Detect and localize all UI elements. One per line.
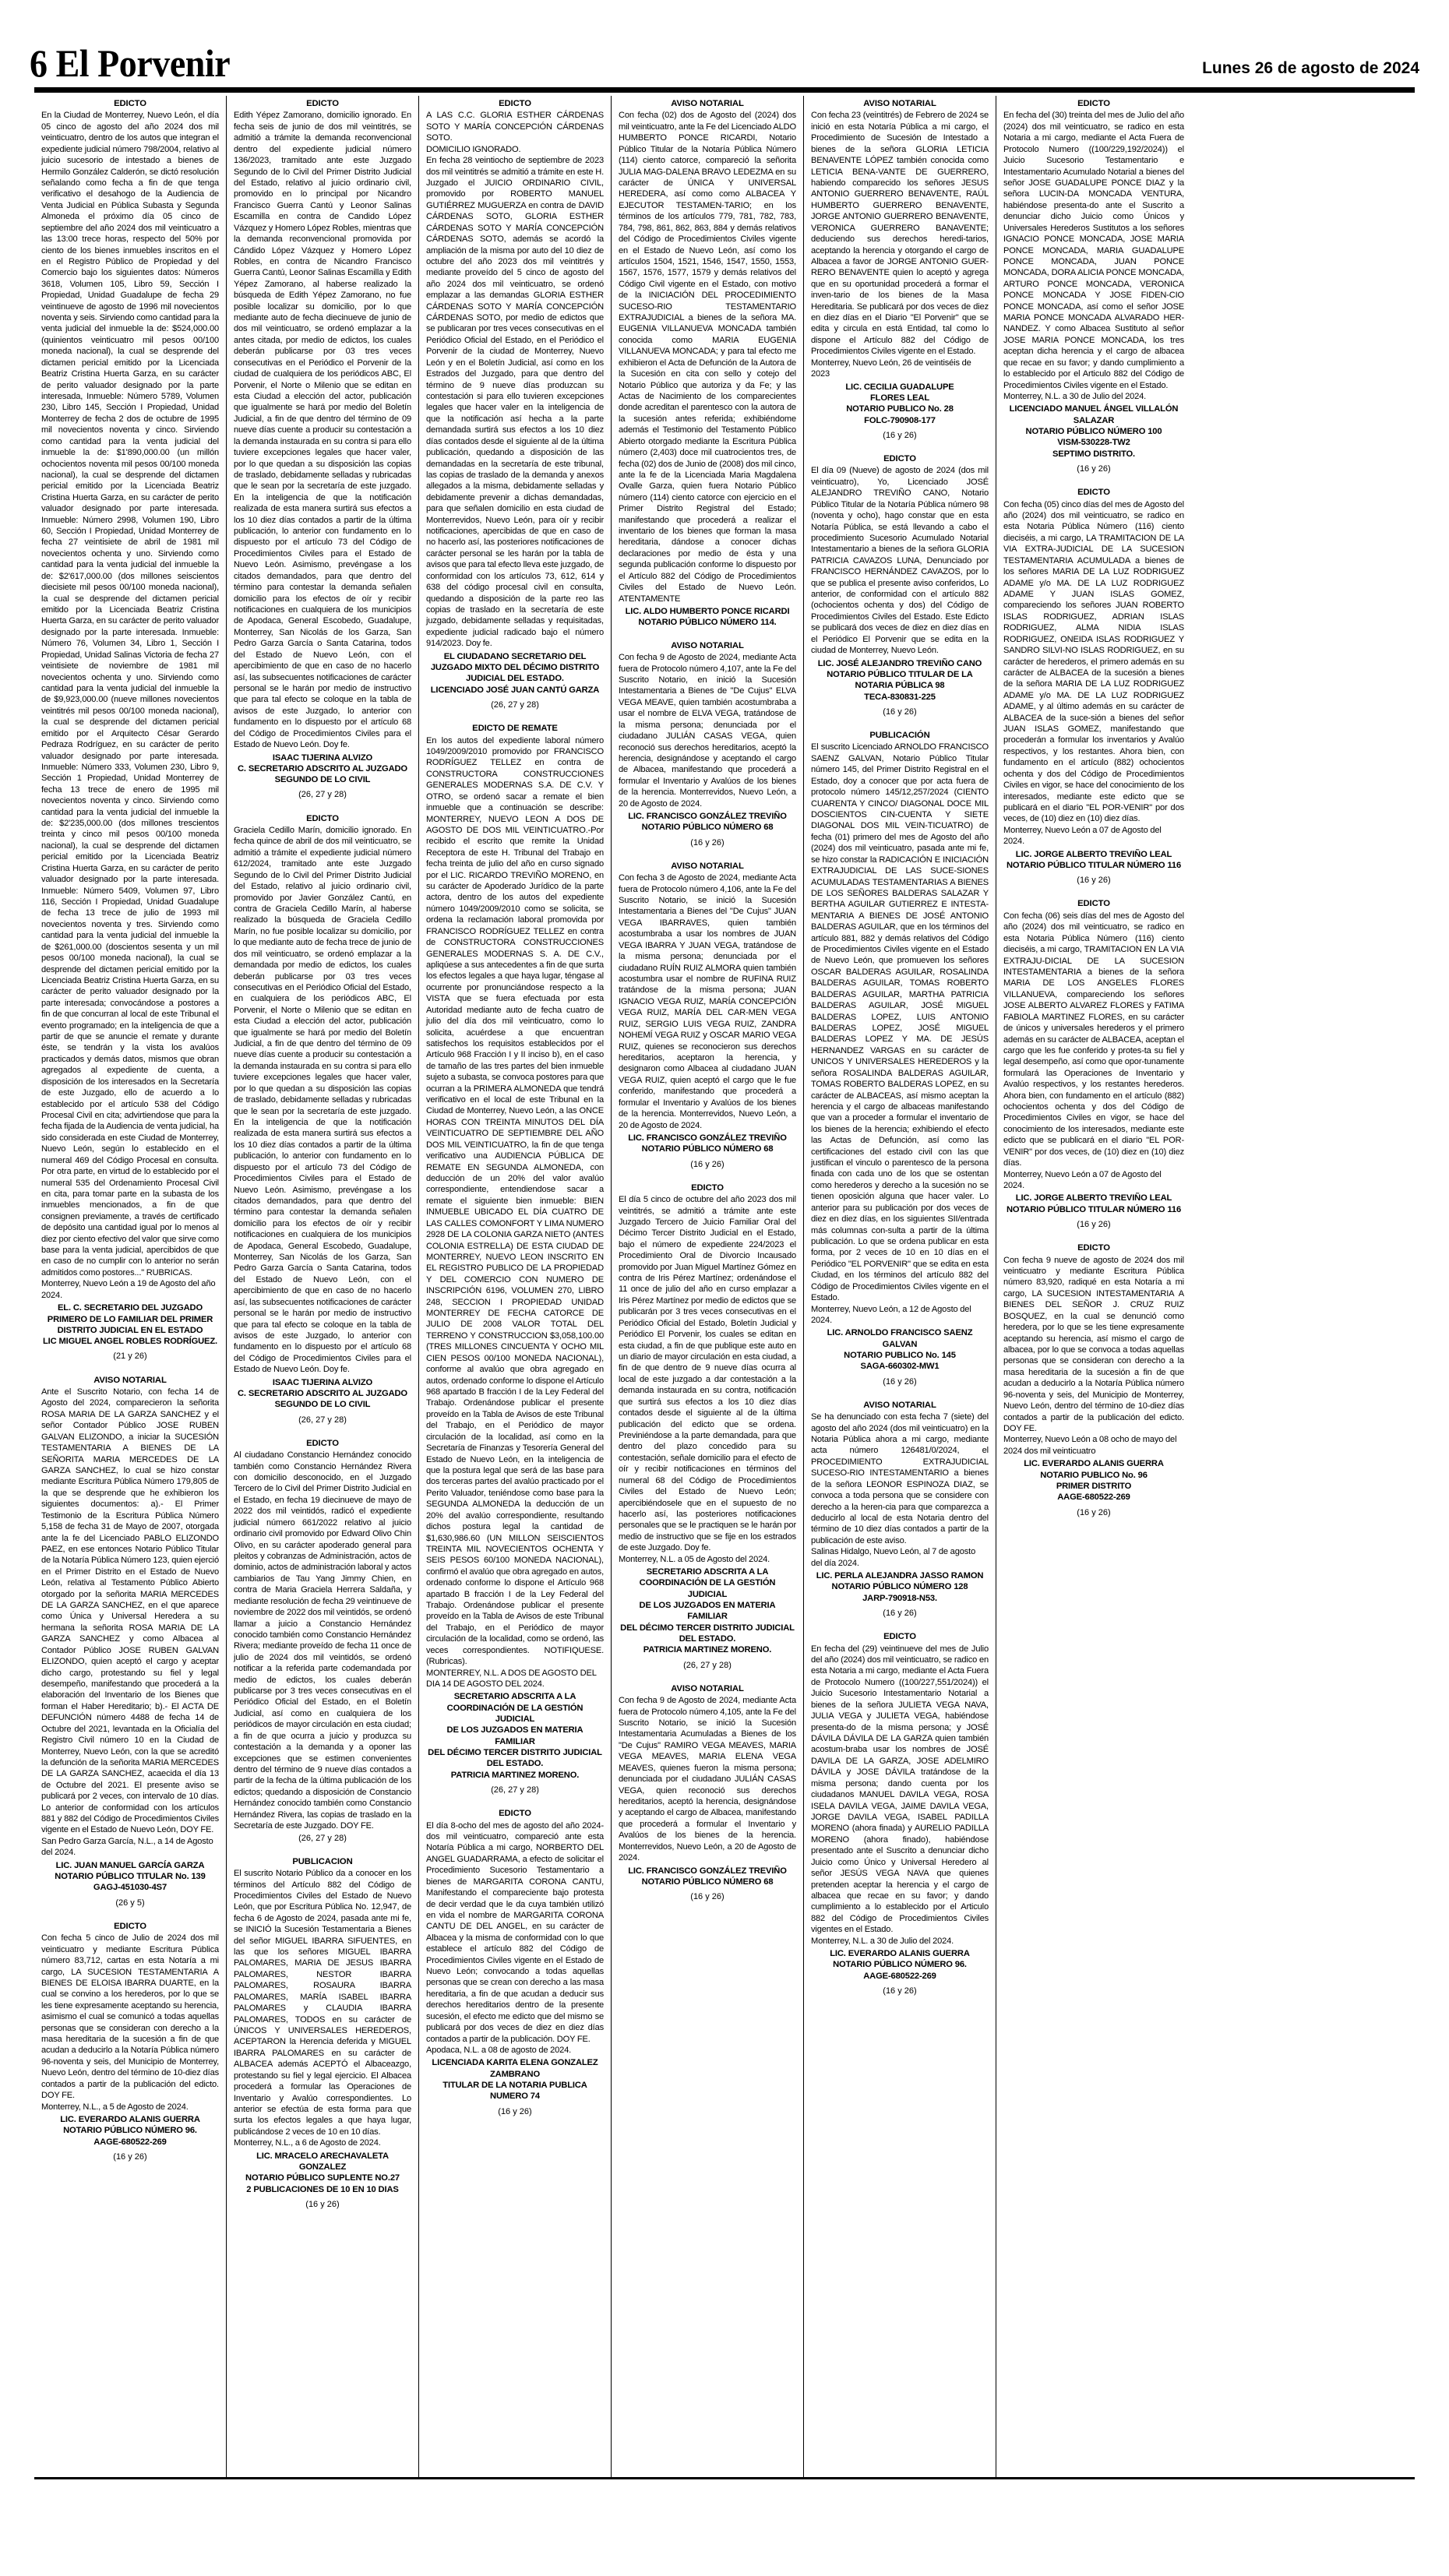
notice-block	[811, 730, 989, 1387]
signature-line: LIC. ALDO HUMBERTO PONCE RICARDI	[625, 607, 790, 617]
signature-line: JUZGADO MIXTO DEL DÉCIMO DISTRITO	[430, 663, 600, 673]
signature-line: NOTARIO PÚBLICO NÚMERO 68	[641, 1876, 774, 1887]
notice-signature-block	[619, 1133, 796, 1155]
notice-separator	[619, 633, 796, 638]
signature-line: C. SECRETARIO ADSCRITO AL JUZGADO	[238, 763, 407, 774]
signature-line: NOTARIA PÚBLICA 98	[855, 681, 945, 691]
signature-line: JUDICIAL DEL ESTADO.	[466, 674, 564, 684]
notice-signature-block	[426, 1691, 604, 1781]
notice-heading: EDICTO DE REMATE	[472, 724, 558, 734]
signature-line: NOTARIO PÚBLICO TITULAR NÚMERO 116	[1006, 861, 1182, 870]
notice-body: En la Ciudad de Monterrey, Nuevo León, el día 05 cinco de agosto del año 2024 dos mil veinticuatro, dentro de los autos que integran el expediente judicial número 798/2004, relativo al juicio sucesorio de intestado a bienes de Hermilo González Calderón, se dictó resolución señalando como fecha a fin de que tenga verificativo el desahogo de la Audiencia de Venta Judicial en Pública Subasta y Segunda Almoneda el próximo día 05 cinco de septiembre del año 2024 dos mil veinticuatro a las 13:00 trece horas, respecto del 50% por ciento de los bienes inmuebles inscritos en el en el Registro Público de Propiedad y del Comercio bajo los siguientes datos: Números 3618, Volumen 105, Libro 59, Sección I Propiedad, Unidad Guadalupe de fecha 29 veintinueve de agosto de 1996 mil novecientos noventa y seis. Sirviendo como cantidad para la venta judicial del inmueble la de: $524,000.00 (quinientos veinticuatro mil pesos 00/100 moneda nacional), la cual se desprende del dictamen pericial emitido por la Licenciada Beatriz Cristina Huerta Garza, en su carácter de perito valuador designado por la parte interesada, Inmueble: Número 5789, Volumen 230, Libro 145, Sección I Propiedad, Unidad Monterrey de fecha 2 dos de octubre de 1995 mil novecientos noventa y cinco. Sirviendo como cantidad para la venta judicial del inmueble la de: $1'890,000.00 (un millón ochocientos noventa mil pesos 00/100 moneda nacional), la cual se desprende del dictamen pericial emitido por la Licenciada Beatriz Cristina Huerta Garza, en su carácter de perito valuador designado por parte interesada. Inmueble: Número 2998, Volumen 190, Libro 60, Sección I Propiedad, Unidad Monterrey de fecha 27 veintisiete de abril de 1981 mil novecientos ochenta y uno. Sirviendo como cantidad para la venta judicial del inmueble la de: $2'617,000.00 (dos millones seiscientos diecisiete mil pesos 00/100 moneda nacional), la cual se desprende del dictamen pericial emitido por la Licenciada Beatriz Cristina Huerta Garza, en su carácter de perito valuador designado por la parte interesada. Inmueble: Número 76, Volumen 34, Libro 1, Sección I Propiedad, Unidad Salinas Victoria de fecha 27 veintisiete de noviembre de 1981 mil novecientos ochenta y uno. Sirviendo como cantidad para la venta judicial del inmueble la de $9,923,000.00 (nueve millones novecientos veintitrés mil pesos 00/100 moneda nacional), la cual se desprende del dictamen pericial emitido por el Arquitecto César Gerardo Pedraza Rodríguez, en su carácter de perito valuador designado por parte interesada. Inmueble: Número 333, Volumen 230, Libro 9, Sección 1 Propiedad, Unidad Monterrey de fecha 13 trece de enero de 1995 mil novecientos noventa y cinco. Sirviendo como cantidad para la venta judicial del inmueble la de: $2'235,000.00 (dos millones trescientos treinta y cinco mil pesos 00/100 moneda nacional), la cual se desprende del dictamen pericial emitido por la Licenciada Beatriz Cristina Huerta Garza, en su carácter de perito valuador designado por la parte interesada. Inmueble: Número 5409, Volumen 97, Libro 116, Sección I Propiedad, Unidad Guadalupe de fecha 13 trece de julio de 1993 mil novecientos noventa y tres. Sirviendo como cantidad para la venta judicial del inmueble la de $261,000.00 (doscientos sesenta y un mil pesos 00/100 moneda nacional), la cual se desprende del dictamen pericial emitido por la Licenciada Beatriz Cristina Huerta Garza, en su carácter de perito valuador designado por la parte interesada; convocándose a postores a fin de que concurran al local de este Tribunal el evento programado; en la inteligencia de que a partir de que se anuncie el remate y durante éste, se tendrán y la vista los avalúos practicados y demás datos, mismos que obran agregados al expediente de cuenta, a disposición de los interesados en la Secretaría de este Juzgado, ello de acuerdo a lo establecido por el artículo 538 del Código Procesal Civil en cita; advirtiendose que para la fecha fijada de la Audiencia de venta judicial, ha sido considerada en este Ciudad de Monterrey, Nuevo León, según lo establecido en el numeral 469 del Código Procesal en consulta. Por otra parte, en virtud de lo establecido por el numeral 535 del Ordenamiento Procesal Civil en cita, para tomar parte en la subasta de los inmuebles mencionados, a fin de que consignen previamente, a través de certificado de depósito una cantidad igual por lo menos al diez por ciento efectivo del valor que sirve como base para la venta judicial, apercibidos de que en caso de no cumplir con lo anterior no serán admitidos como postores..." RUBRICAS.	[41, 111, 219, 1277]
signature-line: GAGJ-451030-4S7	[93, 1883, 167, 1893]
publication-dates: (16 y 26)	[690, 1159, 724, 1169]
signature-line: NOTARIO PÚBLICO TITULAR NÚMERO 116	[1006, 1204, 1182, 1214]
notice-body: El suscrito Notario Público da a conocer en los términos del Artículo 882 del Código de Procedimientos Civiles del Estado de Nuevo León, que por Escritura Pública No. 12,947, de fecha 6 de Agosto de 2024, pasada ante mi fe, se INICIÓ la Sucesión Testamentaria a Bienes del señor MIGUEL IBARRA SIFUENTES, en las que los señores MIGUEL IBARRA PALOMARES, MARIA DE JESUS IBARRA PALOMARES, NESTOR IBARRA PALOMARES, ROSAURA IBARRA PALOMARES, MARÍA ISABEL IBARRA PALOMARES y CLAUDIA IBARRA PALOMARES, TODOS en su carácter de ÚNICOS Y UNIVERSALES HEREDEROS, ACEPTARON la Herencia deferida y MIGUEL IBARRA PALOMARES en su carácter de ALBACEA además ACEPTÓ el Albaceazgo, protestando su fiel y legal ejercicio. El Albacea procederá a formular las Operaciones de Inventario y Avalúo correspondientes. Lo anterior se efectúa de esta forma para que surta los efectos legales a que haya lugar, publicándose 2 veces de 10 en 10 días.	[234, 1869, 411, 2137]
notice-heading: AVISO NOTARIAL	[671, 861, 744, 871]
notice-closing-line: Monterrey, N.L. a 05 de Agosto del 2024.	[619, 1554, 770, 1564]
publication-dates: (21 y 26)	[113, 1351, 147, 1362]
signature-line: NOTARIO PÚBLICO NÚMERO 128	[831, 1582, 968, 1592]
signature-line: DISTRITO JUDICIAL EN EL ESTADO	[57, 1325, 203, 1335]
signature-line: LIC. FRANCISCO GONZÁLEZ TREVIÑO	[628, 1133, 787, 1143]
signature-line: NOTARIO PÚBLICO SUPLENTE NO.27	[245, 2173, 400, 2183]
publication-dates: (16 y 26)	[690, 1892, 724, 1902]
notice-heading: EDICTO	[691, 1182, 724, 1193]
notice-block	[811, 1400, 989, 1619]
publication-dates: (16 y 26)	[883, 430, 917, 440]
notice-signature-block	[234, 1377, 411, 1411]
notice-body: El suscrito Licenciado ARNOLDO FRANCISCO SAENZ GALVAN, Notario Público Titular número 145, del Primer Distrito Registral en el Estado, doy a conocer que por acta fuera de protocolo número 145/12,257/2024 (CIENTO CUARENTA Y CINCO/ DIAGONAL DOCE MIL DOSCIENTOS CIN-CUENTA Y SIETE DIAGONAL DOS MIL VEIN-TICUATRO) de fecha (01) primero del mes de Agosto del año (2024) dos mil veinticuatro, pasada ante mi fe, se hizo constar la RADICACIÓN E INICIACIÓN EXTRAJUDICIAL DE LAS SUCE-SIONES ACUMULADAS TESTAMENTARIAS A BIENES DE LOS SEÑORES BALDERAS SALAZAR Y BERTHA AGUILAR GUTIERREZ E INTESTA-MENTARIA A BIENES DE JOSÉ ANTONIO BALDERAS AGUILAR, que en los términos del artículo 881, 882 y demás relativos del Código de Procedimientos Civiles vigente en el Estado de Nuevo León, que promueven los señores OSCAR BALDERAS AGUILAR, ROSALINDA BALDERAS AGUILAR, TOMAS ROBERTO BALDERAS AGUILAR, MARTHA PATRICIA BALDERAS AGUILAR, JOSÉ MIGUEL BALDERAS LOPEZ, LUIS ANTONIO BALDERAS LOPEZ, JOSÉ MIGUEL BALDERAS LOPEZ Y MA. DE JESÚS HERNANDEZ VARGAS en su carácter de UNICOS Y UNIVERSALES HEREDEROS y la señora ROSALINDA BALDERAS AGUILAR, TOMAS ROBERTO BALDERAS LOPEZ, en su carácter de ALBACEAS, así mismo aceptan la herencia y el cargo de albaceas manifestando que van a proceder a formular el inventario de los bienes de la herencia; exhibiendo el efecto las Actas de Defunción, así como las certificaciones del estado civil con las que justifican el vinculo o parentesco de la persona finada con cada uno de los que se ostentan como herederos y derecho a la sucesión no se tienen oposición alguna que hacer valer. Lo anterior para su publicación por dos veces de diez en diez días, en los siguientes SII/entrada más columnas con-sulta a partir de la última publicación. Lo que se ordena publicar en esta forma, por 2 veces de 10 en 10 días en el Periódico "EL PORVENIR" que se edita en esta Ciudad, en los términos del artículo 882 del Código de Procedimientos Civiles vigente en el Estado.	[811, 742, 989, 1303]
notice-separator	[619, 1175, 796, 1180]
notice-block	[234, 1856, 411, 2210]
notice-heading: EDICTO	[499, 1809, 531, 1819]
notice-heading: AVISO NOTARIAL	[863, 1400, 936, 1410]
notice-body: Con fecha 5 cinco de Julio de 2024 dos mil veinticuatro y mediante Escritura Pública número 83,712, cartas en esta Notaría a mi cargo, LA SUCESION TESTAMENTARIA A BIENES DE ELOISA IBARRA DUARTE, en la cual se convino a los herederos, por lo que se les tiene expresamente aceptando su herencia, asimismo el cual se comunicó a todas aquellas personas que se consideran con derecho a la masa hereditaria de la sucesión a fin de que acudan a deducirlo a la Notaría Pública número 96-noventa y seis, del Municipio de Monterrey, Nuevo León, dentro del término de 10-diez días contados a partir de la publicación del edicto. DOY FE.	[41, 1933, 219, 2101]
column-6	[996, 96, 1191, 2477]
notice-separator	[426, 2122, 604, 2127]
notice-body: Graciela Cedillo Marín, domicilio ignorado. En fecha quince de abril de dos mil veinticuatro, se admitió a trámite el expediente judicial número 612/2024, tramitado ante este Juzgado Segundo de lo Civil del Primer Distrito Judicial del Estado, relativo al juicio ordinario civil, promovido por Javier González Cantú, en contra de Graciela Cedillo Marín, al haberse realizado la búsqueda de Graciela Cedillo Marín, no fue posible localizar su domicilio, por lo que mediante auto de fecha trece de junio de dos mil veinticuatro, se ordenó emplazar a la demandada por medio de edictos, los cuales deberán publicarse por 03 tres veces consecutivas en el Periódico Oficial del Estado, en cualquiera de los periódicos ABC, El Porvenir, el Norte o Milenio que se editan en esta Ciudad a elección del actor, publicación que igualmente se hará por medio del Boletín Judicial, a fin de que dentro del término de 09 nueve días cuente a producir su contestación a la demanda instaurada en su contra si para ello tuviere excepciones legales que hacer valer, por lo que quedan a su disposición las copias de traslado, debidamente selladas y rubricadas que le sean por la secretaría de este juzgado. En la inteligencia de que la notificación realizada de esta manera surtirá sus efectos a los 10 diez días contados a partir de la última publicación, lo anterior con fundamento en lo dispuesto por el artículo 73 del Código de Procedimientos Civiles para el Estado de Nuevo León. Asimismo, prevéngase a los citados demandados, para que dentro del término para contestar la demanda señalen domicilio para los efectos de oír y recibir notificaciones en cualquiera de los municipios de Apodaca, General Escobedo, Guadalupe, Monterrey, San Nicolás de los Garza, San Pedro Garza García o Santa Catarina, todos del Estado de Nuevo León, con el apercibimiento de que en caso de no hacerlo así, las subsecuentes notificaciones de carácter personal se le harán por medio de instructivo que para tal efecto se coloque en la tabla de avisos de este Juzgado, lo anterior con fundamento en lo dispuesto por el artículo 68 del Código de Procedimientos Civiles para el Estado de Nuevo León. Doy fe.	[234, 826, 411, 1375]
signature-line: DE LOS JUZGADOS EN MATERIA FAMILIAR	[446, 1725, 583, 1746]
notice-body: En los autos del expediente laboral número 1049/2009/2010 promovido por FRANCISCO RODRÍGUEZ TELLEZ en contra de CONSTRUCTORA CONSTRUCCIONES GENERALES MODERNAS S.A. DE C.V. Y OTRO, se ordenó sacar a remate el bien inmueble que a continuación se describe: MONTERREY, NUEVO LEON A DOS DE AGOSTO DE DOS MIL VEINTICUATRO.-Por recibido el escrito que remite la Unidad Receptora de este H. Tribunal del Trabajo en fecha treinta de julio del año en curso signado por el LIC. RICARDO TREVIÑO MORENO, en su carácter de Apoderado Jurídico de la parte actora, dentro de los autos del expediente número 1049/2009/2010 como se solicita, se ordena la reclamación laboral promovida por FRANCISCO RODRÍGUEZ TELLEZ en contra de CONSTRUCTORA CONSTRUCCIONES GENERALES MODERNAS S. A. DE C.V., apliqúese a sus antecedentes a fin de que surta los efectos legales a que haya lugar, téngase al ocurrente por pronunciándose respecto a la VISTA que se fuera efectuada por esta Autoridad mediante auto de fecha cuatro de julio del día dos mil veinticuatro, como lo solicita, acuérdese a que encuentran satisfechos los requisitos establecidos por el Artículo 968 Fracción I y II inciso b), en el caso de tamaño de las tres partes del bien inmueble sujeto a subasta, se convoca postores para que ocurran a la PRIMERA ALMONEDA que tendrá verificativo en el local de este Tribunal en la Ciudad de Monterrey, Nuevo León, a las ONCE HORAS CON TREINTA MINUTOS DEL DÍA VEINTICUATRO DE SEPTIEMBRE DEL AÑO DOS MIL VEINTICUATRO, la fin de que tenga verificativo una AUDIENCIA PÚBLICA DE REMATE EN SEGUNDA ALMONEDA, con deducción de un 20% del valor avalúo correspondiente, entendiendose sacar a remate el siguiente bien inmueble: BIEN INMUEBLE UBICADO EL DÍA CUATRO DE LAS CALLES COMONFORT Y LIMA NUMERO 2928 DE LA COLONIA GARZA NIETO (ANTES COLONIA ESTRELLA) DE ESTA CIUDAD DE MONTERREY, NUEVO LEON INSCRITO EN EL REGISTRO PUBLICO DE LA PROPIEDAD Y DEL COMERCIO CON NUMERO DE INSCRIPCIÓN 6196, VOLUMEN 270, LIBRO 248, SECCION I PROPIEDAD UNIDAD MONTERREY DE FECHA CATORCE DE JULIO DE 2008 VALOR TOTAL DEL TERRENO Y CONSTRUCCION $3,058,100.00 (TRES MILLONES CINCUENTA Y OCHO MIL CIEN PESOS 00/100 MONEDA NACIONAL), conforme al avalúo que obra agregado en autos, ordenado conforme lo dispone el Artículo 968 apartado B fracción I de la Ley Federal del Trabajo. Ordenándose publicar el presente proveído en la Tabla de Avisos de este Tribunal del Trabajo, en el Periódico de mayor circulación de la localidad, así como en la Secretaría de Finanzas y Tesorería General del Estado de Nuevo León, en la inteligencia de que la postura legal que será de las base para dos terceras partes del avalúo practicado por el Perito Valuador, teniéndose como base para la SEGUNDA ALMONEDA la deducción de un 20% del avalúo correspondiente, resultando dichos postura legal la cantidad de $1,630,986.60 (UN MILLON SEISCIENTOS TREINTA MIL NOVECIENTOS OCHENTA Y SEIS PESOS 60/100 MONEDA NACIONAL), confirmó el avalúo que obra agregado en autos, ordenado conforme lo dispone el Artículo 968 apartado B fracción I de la Ley Federal del Trabajo. Ordenándose publicar el presente proveído en la Tabla de Avisos de este Tribunal del Trabajo, en el Periódico de mayor circulación de la localidad, como se ordenó, las veces correspondientes. NOTIFIQUESE. (Rubricas).	[426, 735, 604, 1667]
publication-dates: (16 y 26)	[883, 1986, 917, 1996]
signature-line: DEL ESTADO.	[679, 1634, 736, 1644]
notice-body: Con fecha 9 de Agosto de 2024, mediante Acta fuera de Protocolo número 4,105, ante la Fe del Suscrito Notario, se inició la Sucesión Intestamentaria Acumuladas a Bienes de los "De Cujus" RAMIRO VEGA MEAVES, MARIA VEGA MEAVES, MARIA ELENA VEGA MEAVES, quienes fueron la misma persona; denunciada por el ciudadano JULIÁN CASAS VEGA, quien reconoció sus derechos hereditarios, aceptó la herencia, designándose y aceptando el cargo de Albacea, manifestando que procederá a formular el Inventario y Avalúos de los bienes de la herencia. Monterrevidos, Nuevo León, a 20 de Agosto de 2024.	[619, 1696, 796, 1863]
signature-line: NOTARIO PUBLICO No. 145	[844, 1351, 956, 1361]
signature-line: NOTARIO PÚBLICO TITULAR No. 139	[55, 1872, 206, 1882]
notice-body: Se ha denunciado con esta fecha 7 (siete) del agosto del año 2024 (dos mil veinticuatro) en la Notaria Pública ahora a mi cargo, mediante acta número 126481/0/2024, el PROCEDIMIENTO EXTRAJUDICIAL SUCESO-RIO INTESTAMENTARIO a bienes de la señora LEONOR ESPINOZA DIAZ, se convoca a toda persona que se considere con derecho a la heren-cia para que comparezca a deducirlo al local de esta Notaria dentro del término de 10 diez días contados a partir de la publicación de este aviso.	[811, 1412, 989, 1545]
notice-heading: EDICTO	[114, 1921, 146, 1931]
publication-dates: (16 y 26)	[883, 1376, 917, 1387]
signature-line: SECRETARIO ADSCRITA A LA	[646, 1567, 769, 1577]
publication-dates: (16 y 26)	[1077, 1507, 1111, 1517]
column-1	[34, 96, 227, 2477]
signature-line: LIC. EVERARDO ALANIS GUERRA	[1024, 1459, 1164, 1469]
signature-line: LIC. JOSÉ ALEJANDRO TREVIÑO CANO	[817, 658, 982, 668]
notice-separator	[234, 805, 411, 811]
notice-heading: AVISO NOTARIAL	[93, 1375, 167, 1385]
notice-signature-block	[1003, 1193, 1184, 1215]
column-5	[804, 96, 996, 2477]
publication-dates: (26, 27 y 28)	[491, 700, 539, 710]
notice-signature-block	[1003, 849, 1184, 872]
notice-closing-line: Monterrey, N.L., a 5 de Agosto de 2024.	[41, 2102, 189, 2112]
publication-dates: (16 y 26)	[113, 2151, 147, 2162]
notice-body: En fecha del (30) treinta del mes de Julio del año (2024) dos mil veinticuatro, se radico en esta Notaria a mi cargo, mediante el Acta Fuera de Protocolo Numero ((100/229,192/2024)) el Juicio Sucesorio Testamentario e Intestamentario Acumulado Notarial a bienes del señor JOSE GUADALUPE PONCE DIAZ y la señora LUCIN-DA MONCADA VENTURA, habiéndose presenta-do ante el Suscrito a denunciar dicho Juicio como Únicos y Universales Herederos Sustitutos a los señores IGNACIO PONCE MONCADA, JOSE MARIA PONCE MONCADA, MARIA GUADALUPE PONCE MONCADA, JUAN PONCE MONCADA, DORA ALICIA PONCE MONCADA, ARTURO PONCE MONCADA, VERONICA PONCE MONCADA Y JOSE FIDEN-CIO PONCE MONCADA, así como el señor JOSE MARIA PONCE MONCADA ALVARADO HER-NANDEZ. Y como Albacea Sustituto al señor JOSE MARIA PONCE MONCADA, los tres aceptan dicha herencia y el cargo de albacea que recae en su favor; y dando cumplimiento a lo establecido por el Articulo 882 del Código de Procedimientos Civiles vigente en el Estado.	[1003, 111, 1184, 390]
notice-heading: PUBLICACION	[292, 1856, 353, 1866]
notice-heading: EDICTO	[883, 453, 916, 463]
signature-line: FLORES LEAL	[869, 393, 930, 403]
signature-line: NOTARIO PÚBLICO NÚMERO 114.	[638, 618, 777, 628]
notice-separator	[811, 1623, 989, 1629]
signature-line: PATRICIA MARTINEZ MORENO.	[450, 1770, 580, 1780]
signature-line: ISAAC TIJERINA ALVIZO	[272, 1377, 373, 1387]
notice-signature-block	[619, 1566, 796, 1656]
notice-heading: AVISO NOTARIAL	[671, 640, 744, 650]
notice-signature-block	[811, 1327, 989, 1372]
signature-line: LIC. MRACELO ARECHAVALETA GONZALEZ	[256, 2151, 389, 2172]
notice-body: Con fecha (02) dos de Agosto del (2024) dos mil veinticuatro, ante la Fe del Licenciado ALDO HUMBERTO PONCE RICARDI, Notario Público Titular de la Notaría Pública Número (114) ciento catorce, compareció la señorita JULIA MAG-DALENA BRAVO LEDEZMA en su carácter de ÚNICA Y UNIVERSAL HEREDERA, así como como ALBACEA Y EJECUTOR TESTAMEN-TARIO; en los términos de los artículos 779, 781, 782, 783, 784, 798, 861, 862, 863, 884 y demás relativos del Código de Procedimientos Civiles vigente en el Estado de Nuevo León, así como los artículos 1504, 1521, 1546, 1547, 1550, 1553, 1567, 1576, 1577, 1579 y demás relativos del Código Civil vigente en el Estado, con motivo de la INICIACIÓN DEL PROCEDIMIENTO SUCESO-RIO TESTAMENTARIO EXTRAJUDICIAL a bienes de la señora MA. EUGENIA VILLANUEVA MONCADA también conocida como MARIA EUGENIA VILLANUEVA MONCADA; y para tal efecto me exhibieron el Acta de Defunción de la Autora de la Sucesión en cita con sello y cotejo del Notario Público que autoriza y da Fe; y las Actas de Nacimiento de los comparecientes donde acreditan el parentesco con la autora de la sucesión antes referida; exhibiéndome además el Testimonio del Testamento Público Abierto otorgado mediante la Escritura Pública número (2,403) doce mil cuatrocientos tres, de fecha (02) dos de Junio de (2008) dos mil cinco, ante la fe de la Licenciada Maria Magdalena Ovalle Garza, quien fuera Notario Público número (114) ciento catorce con ejercicio en el Primer Distrito Registral del Estado; manifestando que procederá a realizar el inventario de los bienes que forman la masa hereditaria, dándose a conocer dichas declaraciones por medio de ésta y una segunda publicación conforme lo dispuesto por el Artículo 882 del Código de Procedimientos Civiles del Estado de Nuevo León. ATENTAMENTE	[619, 111, 796, 604]
notice-block	[234, 1438, 411, 1844]
publication-dates: (26, 27 y 28)	[491, 1785, 539, 1795]
notice-block	[619, 861, 796, 1170]
signature-line: EL. C. SECRETARIO DEL JUZGADO	[57, 1303, 203, 1313]
notice-signature-block	[619, 1866, 796, 1888]
notice-block	[234, 98, 411, 801]
signature-line: LIC. EVERARDO ALANIS GUERRA	[830, 1949, 970, 1959]
notice-body: El día 5 cinco de octubre del año 2023 dos mil veintitrés, se admitió a trámite ante este Juzgado Tercero de Juicio Familiar Oral del Décimo Tercer Distrito Judicial en el Estado, bajo el número de expediente 224/2023 el Procedimiento Oral de Divorcio Incausado promovido por Juan Miguel Martínez Gómez en contra de Iris Pérez Martínez; ordenándose el 11 once de julio del año en curso emplazar a Iris Pérez Martínez por medio de edictos que se publicarán por 3 tres veces consecutivas en el Periódico Oficial del Estado, Boletín Judicial y Periódico El Porvenir, los cuales se editan en esta ciudad, a fin de que publique este auto en un diario de mayor circulación en esta ciudad, a fin de que dentro de 9 nueve días ocurra al local de este juzgado a dar contestación a la demanda instaurada en su contra, notificación que surtirá sus efectos a los 10 diez días contados desde el siguiente al de la última publicación del edicto que se ordena. Previniéndose a la parte demandada, para que dentro del plazo concedido para su contestación, señale domicilio para el efecto de oír y recibir notificaciones en términos del numeral 68 del Código de Procedimientos Civiles del Estado de Nuevo León; apercibiéndosele que en el supuesto de no hacerlo así, las posteriores notificaciones personales que se le practiquen se le harán por medio de instructivo que se fije en los estrados de este Juzgado. Doy fe.	[619, 1195, 796, 1553]
signature-line: LIC. JUAN MANUEL GARCÍA GARZA	[55, 1860, 205, 1870]
signature-line: NOTARIO PÚBLICO NÚMERO 96.	[833, 1960, 967, 1970]
notice-body: Edith Yépez Zamorano, domicilio ignorado. En fecha seis de junio de dos mil veintitrés, se admitió a trámite la demanda reconvencional dentro del expediente judicial número 136/2023, tramitado ante este Juzgado Segundo de lo Civil del Primer Distrito Judicial del Estado, relativo al juicio ordinario civil, promovido en lo principal por Nicandro Francisco Guerra Cantú y Leonor Salinas Escamilla en contra de Candido López Vázquez y Homero López Robles, mientras que la demanda reconvencional promovida por Cándido López Vázquez y Homero López Robles, en contra de Nicandro Francisco Guerra Cantú, Leonor Salinas Escamilla y Edith Yépez Zamorano, al haberse realizado la búsqueda de Edith Yépez Zamorano, no fue posible localizar su domicilio, por lo que mediante auto de fecha diecinueve de junio de dos mil veinticuatro, se ordenó emplazar a la antes citada, por medio de edictos, los cuales deberán publicarse por 03 tres veces consecutivas en el Periódico el Porvenir de la ciudad de cualquiera de los periódicos ABC, El Porvenir, el Norte o Milenio que se editan en esta Ciudad a elección del actor, publicación que igualmente se hará por medio del Boletín Judicial, a fin de que dentro del término de 09 nueve días cuente a producir su contestación a la demanda instaurada en su contra si para ello tuviere excepciones legales que hacer valer, por lo que quedan a su disposición las copias de traslado, debidamente selladas y rubricadas que le sean por la secretaría de este juzgado. En la inteligencia de que la notificación realizada de esta manera surtirá sus efectos a los 10 diez días contados a partir de la última publicación, lo anterior con fundamento en lo dispuesto por el artículo 73 del Código de Procedimientos Civiles para el Estado de Nuevo León. Asimismo, prevéngase a los citados demandados, para que dentro del término para contestar la demanda señalen domicilio para los efectos de oír y recibir notificaciones en cualquiera de los municipios de Apodaca, General Escobedo, Guadalupe, Monterrey, San Nicolás de los Garza, San Pedro Garza García o Santa Catarina, todos del Estado de Nuevo León, con el apercibimiento de que en caso de no hacerlo así, las subsecuentes notificaciones de carácter personal se le harán por medio de instructivo que para tal efecto se coloque en la tabla de avisos de este Juzgado, lo anterior con fundamento en lo dispuesto por el artículo 68 del Código de Procedimientos Civiles para el Estado de Nuevo León. Doy fe.	[234, 111, 411, 750]
notice-signature-block	[1003, 1458, 1184, 1503]
notice-signature-block	[811, 1948, 989, 1982]
column-4	[612, 96, 804, 2477]
notice-heading: EDICTO	[114, 99, 146, 108]
signature-line: LICENCIADA KARITA ELENA GONZALEZ ZAMBRANO	[432, 2058, 598, 2079]
notice-separator	[234, 2215, 411, 2220]
notice-signature-block	[619, 811, 796, 833]
notice-heading: EDICTO	[1077, 99, 1110, 108]
notice-signature-block	[426, 651, 604, 696]
column-2	[227, 96, 419, 2477]
publication-dates: (16 y 26)	[883, 1609, 917, 1619]
column-3	[419, 96, 612, 2477]
signature-line: LIC MIGUEL ANGEL ROBLES RODRÍGUEZ.	[42, 1337, 218, 1347]
notice-signature-block	[234, 752, 411, 786]
signature-line: NOTARIO PÚBLICO NÚMERO 96.	[63, 2126, 197, 2136]
signature-line: SEGUNDO DE LO CIVIL	[274, 775, 371, 785]
notice-signature-block	[41, 1860, 219, 1894]
masthead-rule	[34, 87, 1415, 93]
notice-separator	[1003, 890, 1184, 896]
notice-signature-block	[234, 2151, 411, 2195]
notice-body: Con fecha 3 de Agosto de 2024, mediante Acta fuera de Protocolo número 4,106, ante la Fe del Suscrito Notario, se inició la Sucesión Intestamentaria a Bienes del "De Cujus" JUAN VEGA IBARRAVES, quien también acostumbraba a usar los nombres de JUAN VEGA IBARRA Y JUAN VEGA, tratándose de la misma persona; denunciada por el ciudadano RUÍN RUIZ ALMORA quien también acostumbra usar el nombre de RUFINA RUIZ tratándose de la misma persona; JUAN IGNACIO VEGA RUIZ, MARÍA CONCEPCIÓN VEGA RUIZ, MARÍA DEL CAR-MEN VEGA RUIZ, SERGIO LUIS VEGA RUIZ, ZANDRA NOHEMÍ VEGA RUIZ y OSCAR MARIO VEGA RUIZ, quienes se reconocieron sus derechos hereditarios, aceptaron la herencia, y designaron como Albacea al ciudadano JUAN VEGA RUIZ, quien aceptó el cargo que le fue conferido, manifestando que procederá a formular el Inventario y Avalúos de los bienes de la herencia. Monterrevidos, Nuevo León, a 20 de Agosto de 2024.	[619, 873, 796, 1130]
signature-line: C. SECRETARIO ADSCRITO AL JUZGADO	[238, 1389, 407, 1399]
notice-block	[811, 453, 989, 717]
notice-separator	[619, 1907, 796, 1912]
notice-closing-line: Monterrey, Nuevo León, 26 de veintiséis de 2023	[811, 358, 971, 379]
signature-line: TECA-830831-225	[864, 692, 936, 702]
signature-line: COORDINACIÓN DE LA GESTIÓN JUDICIAL	[446, 1703, 583, 1725]
signature-line: NOTARIO PUBLICO No. 96	[1040, 1470, 1148, 1480]
notice-block	[426, 98, 604, 710]
notice-separator	[41, 1913, 219, 1919]
signature-line: PRIMERO DE LO FAMILIAR DEL PRIMER	[47, 1314, 213, 1324]
notice-block	[1003, 487, 1184, 886]
masthead	[0, 0, 1449, 87]
publication-dates: (16 y 26)	[305, 2199, 340, 2209]
signature-line: NOTARIO PUBLICO No. 28	[846, 404, 954, 414]
publication-dates: (26, 27 y 28)	[298, 1415, 347, 1425]
signature-line: LIC. EVERARDO ALANIS GUERRA	[60, 2115, 200, 2124]
signature-line: AAGE-680522-269	[863, 1971, 936, 1981]
notice-body: Ante el Suscrito Notario, con fecha 14 de Agosto del 2024, comparecieron la señorita ROSA MARIA DE LA GARZA SANCHEZ y el señor Contador Público JOSE RUBEN GALVAN ELIZONDO, a iniciar la SUCESIÓN TESTAMENTARIA A BIENES DE LA SEÑORITA MARIA MERCEDES DE LA GARZA SANCHEZ, lo cual se hizo constar mediante Escritura Pública Número 179,805 de la que se desprende que he exhibieron los siguientes documentos: a).- El Primer Testimonio de la Escritura Pública Número 5,158 de fecha 31 de Mayo de 2007, otorgada ante la fe del Licenciado PABLO ELIZONDO PAEZ, en ese entonces Notario Público Titular de la Notaría Pública Número 123, quien ejerció en el Primer Distrito en el Estado de Nuevo León, relativa al Testamento Público Abierto otorgado por la señorita MARIA MERCEDES DE LA GARZA SANCHEZ, en el que aparece como Única y Universal Heredera a su hermana la señorita ROSA MARIA DE LA GARZA SANCHEZ y como Albacea al Contador Público JOSE RUBEN GALVAN ELIZONDO, quien aceptó el cargo y aceptar dicho cargo, protestando su fiel y legal desempeño, manifestando que procederá a la elaboración del Inventario de los Bienes que forman el Haber Hereditario; b).- El ACTA DE DEFUNCIÓN número 4488 de fecha 14 de Octubre del 2021, levantada en la Oficialía del Registro Civil número 10 en la Ciudad de Monterrey, Nuevo León, con la que se acreditó la defunción de la señorita MARIA MERCEDES DE LA GARZA SANCHEZ, acaecida el día 13 de Octubre del 2021. El presente aviso se publicará por 2 veces, con intervalo de 10 días. Lo anterior de conformidad con los artículos 881 y 882 del Código de Procedimientos Civiles vigente en el Estado de Nuevo León, DOY FE.	[41, 1387, 219, 1835]
notice-body: DOMICILIO IGNORADO.	[426, 144, 521, 154]
notice-signature-block	[811, 1570, 989, 1604]
masthead-date: Lunes 26 de agosto de 2024	[1202, 59, 1419, 77]
notice-separator	[41, 1367, 219, 1373]
signature-line: DEL ESTADO.	[486, 1759, 544, 1769]
notice-separator	[41, 2167, 219, 2173]
signature-line: ISAAC TIJERINA ALVIZO	[272, 752, 373, 763]
notice-body: Con fecha 9 de Agosto de 2024, mediante Acta fuera de Protocolo número 4,107, ante la Fe del Suscrito Notario, en inició la Sucesión Intestamentaria a Bienes de "De Cujus" ELVA VEGA MEAVE, quien también acostumbraba a usar el nombre de ELVA VEGA, tratándose de la misma persona; denunciada por el ciudadano JULIÁN CASAS VEGA, quien reconoció sus derechos hereditarios, aceptó la herencia, designándose y aceptando el cargo de Albacea, manifestando que procederá a formular el Inventario y Avalúos de los bienes de la herencia. Monterrevidos, Nuevo León, a 20 de Agosto de 2024.	[619, 653, 796, 809]
notice-body: Con fecha 9 nueve de agosto de 2024 dos mil veinticuatro y mediante Escritura Pública número 83,920, radiqué en esta Notaría a mi cargo, LA SUCESION INTESTAMENTARIA A BIENES DEL SEÑOR J. CRUZ RUIZ BOSQUEZ, en la cual se denunció como heredera, por lo que se les tiene expresamente aceptando su herencia, así mismo el cargo de albacea, por lo que se convoca a todas aquellas personas que se consideran con derecho a la masa hereditaria de la sucesión a fin de que acudan a deducirlo a la Notaría Pública número 96-noventa y seis, del Municipio de Monterrey, Nuevo León, dentro del término de 10-diez días contados a partir de la publicación del edicto. DOY FE.	[1003, 1255, 1184, 1433]
signature-line: NOTARIO PÚBLICO NÚMERO 68	[641, 823, 774, 833]
notice-block	[619, 98, 796, 629]
signature-line: SAGA-660302-MW1	[860, 1362, 940, 1372]
notice-block	[426, 723, 604, 1795]
notice-signature-block	[426, 2057, 604, 2102]
publication-dates: (26 y 5)	[115, 1898, 145, 1908]
signature-line: PATRICIA MARTINEZ MORENO.	[643, 1645, 772, 1655]
signature-line: 2 PUBLICACIONES DE 10 EN 10 DIAS	[246, 2184, 399, 2194]
notice-block	[619, 1683, 796, 1903]
notice-heading: EDICTO	[1077, 899, 1110, 909]
notice-heading: EDICTO	[306, 813, 339, 823]
notice-block	[41, 1921, 219, 2162]
signature-line: SECRETARIO ADSCRITA A LA	[453, 1692, 576, 1702]
notice-block	[1003, 1242, 1184, 1517]
publication-dates: (26, 27 y 28)	[298, 1833, 347, 1843]
notice-closing-line: San Pedro Garza García, N.L., a 14 de Agosto del 2024.	[41, 1836, 213, 1858]
notice-heading: EDICTO	[883, 1632, 916, 1642]
signature-line: PRIMER DISTRITO	[1056, 1481, 1132, 1491]
signature-line: LIC. FRANCISCO GONZÁLEZ TREVIÑO	[628, 812, 787, 822]
notice-signature-block	[41, 2114, 219, 2148]
notice-closing-line: Monterrey, N.L., a 6 de Agosto de 2024.	[234, 2138, 381, 2148]
notice-closing-line: MONTERREY, N.L. A DOS DE AGOSTO DEL DIA 14 DE AGOSTO DEL 2024.	[426, 1668, 597, 1689]
notice-signature-block	[619, 606, 796, 629]
signature-line: TITULAR DE LA NOTARIA PUBLICA NUMERO 74	[442, 2081, 587, 2102]
notice-body: El día 8-ocho del mes de agosto del año 2024-dos mil veinticuatro, compareció ante esta Notaría Pública a mi cargo, NORBERTO DEL ANGEL GUADARRAMA, a efecto de solicitar el Procedimiento Sucesorio Testamentario a bienes de MARGARITA CORONA CANTU, Manifestando el compareciente bajo protesta de decir verdad que le da cuya también utilizó en vida el nombre de MARGARITA CORONA CANTU DE DEL ANGEL, en su carácter de Albacea y la misma de conformidad con lo que establece el artículo 882 del Código de Procedimientos Civiles vigente en el Estado de Nuevo León; convocando a todas aquellas personas que se crean con derecho a las masa hereditaria, a fin de que acudan a deducir sus derechos hereditarios dentro de la presente sucesión, el efecto me edicto que del mismo se publicará por dos veces de diez en diez días contados a partir de la publicación. DOY FE.	[426, 1820, 604, 2044]
notice-heading: AVISO NOTARIAL	[863, 99, 936, 108]
notice-separator	[619, 1676, 796, 1681]
notice-block	[1003, 898, 1184, 1230]
notice-heading: PUBLICACIÓN	[869, 730, 930, 740]
signature-line: NOTARIO PÚBLICO NÚMERO 68	[641, 1144, 774, 1154]
signature-line: DEL DÉCIMO TERCER DISTRITO JUDICIAL	[428, 1748, 602, 1758]
notice-signature-block	[1003, 403, 1184, 460]
notice-separator	[426, 715, 604, 721]
notice-body: Al ciudadano Constancio Hernández conocido también como Constancio Hernández Rivera con domicilio desconocido, en el Juzgado Tercero de lo Civil del Primer Distrito Judicial en el Estado, en fecha 19 diecinueve de mayo de 2022 dos mil veintidós, radicó el expediente judicial número 661/2022 relativo al juicio ordinario civil promovido por Edward Olivo Chin Olivo, en su carácter apoderado general para pleitos y cobranzas de Administración, actos de dominio, actos de administración laboral y actos cambiarios de Tau Yang Jimmy Chien, en contra de Maria Graciela Herrera Saldaña, y mediante resolución de fecha 29 veintinueve de noviembre de 2022 dos mil veintidós, se ordenó llamar a juicio a Constancio Hernández conocido también como Constancio Hernández Rivera; mediante proveído de fecha 11 once de julio de 2024 dos mil veintidós, se ordenó notificar a la referida parte codemandada por medio de edictos, los cuales deberán publicarse por 3 tres veces consecutivas en el Periódico Oficial del Estado, en el Boletín Judicial, así como en cualquiera de los periódicos de mayor circulación en esta ciudad; a fin de que ocurra a juicio y produzca su contestación a la demanda y a oponer las excepciones que se estimen convenientes dentro del término de 9 nueve días contados a partir de la fecha de la última publicación de los edictos; quedando a disposición de Constancio Hernández conocido también como Constancio Hernández Rivera, las copias de traslado en la Secretaría de este Juzgado. DOY FE.	[234, 1450, 411, 1831]
notice-closing-line: Monterrey, Nuevo León, a 12 de Agosto del 2024.	[811, 1304, 971, 1325]
signature-line: FOLC-790908-177	[864, 415, 936, 425]
notice-separator	[619, 853, 796, 858]
notice-heading: EDICTO	[306, 99, 339, 108]
notice-body: En fecha 28 veintiocho de septiembre de 2023 dos mil veintitrés se admitió a trámite en este H. Juzgado el JUICIO ORDINARIO CIVIL, promovido por ROBERTO MANUEL GUTIÉRREZ MUGUERZA en contra de DAVID CÁRDENAS SOTO, GLORIA ESTHER CÁRDENAS SOTO Y MARÍA CONCEPCIÓN CÁRDENAS SOTO, además se acordó la ampliación de la misma por auto del 10 diez de octubre del año 2023 dos mil veintitrés y mediante proveído del 5 cinco de agosto del año 2024 dos mil veinticuatro, se ordenó emplazar a las demandas GLORIA ESTHER CÁRDENAS SOTO Y MARÍA CONCEPCIÓN CÁRDENAS SOTO, por medio de edictos que se publicaran por tres veces consecutivas en el Periódico Oficial del Estado, en el Periódico el Porvenir de la ciudad de Monterrey, Nuevo León y en el Boletín Judicial, así como en los Estrados del Juzgado, para que dentro del término de 9 nueve días produzcan su contestación si para ello tuvieren excepciones legales que hacer valer en la inteligencia de que la notificación así hecha a la parte demandada surtirá sus efectos a los 10 diez días contados desde el siguiente al de la última publicación, quedando a disposición de las demandadas en la secretaría de este tribunal, las copias de traslado de la demanda y anexos allegados a la misma, debidamente selladas y debidamente prevenir a dichas demandadas, para que señalen domicilio en esta ciudad de Monterrevidos, Nuevo León, para oír y recibir notificaciones, apercibidas de que en caso de no hacerlo así, las posteriores notificaciones de carácter personal se les harán por la tabla de avisos que para tal efecto lleva este juzgado, de conformidad con los artículos 73, 612, 614 y 638 del código procesal civil en consulta, quedando a disposición de la parte reo las copias de traslado en la secretaría de este juzgado, debidamente selladas y requisitadas, expediente judicial radicado bajo el número 914/2023. Doy fe.	[426, 156, 604, 649]
masthead-title: 6 El Porvenir	[30, 41, 231, 85]
signature-line: LICENCIADO JOSÉ JUAN CANTÚ GARZA	[430, 685, 600, 695]
signature-line: LIC. JORGE ALBERTO TREVIÑO LEAL	[1015, 849, 1172, 859]
notice-block	[234, 813, 411, 1425]
publication-dates: (16 y 26)	[1077, 876, 1111, 886]
notice-block	[41, 98, 219, 1362]
notice-heading: EDICTO	[1077, 488, 1110, 498]
notice-body: Con fecha (05) cinco días del mes de Agosto del año (2024) dos mil veinticuatro, se radico en esta Notaria Pública Número (116) ciento dieciséis, a mi cargo, LA TRAMITACION DE LA VIA EXTRA-JUDICIAL DE LA SUCESION TESTAMENTARIA ACUMULADA a bienes de los señores MARIA DE LA LUZ RODRIGUEZ ADAME y/o MA. DE LA LUZ RODRIGUEZ ADAME Y JUAN ISLAS GOMEZ, compareciendo los señores JUAN ROBERTO ISLAS RODRIGUEZ, ADRIAN ISLAS RODRIGUEZ, ALMA NIDIA ISLAS RODRIGUEZ, ONEIDA ISLAS RODRIGUEZ Y SANDRO SILVI-NO ISLAS RODRIGUEZ, en su carácter de herederos, el primero además en su carácter de ALBACEA de la sucesión a bienes de la señora MARIA DE LA LUZ RODRIGUEZ ADAME y/o MA. DE LA LUZ RODRIGUEZ ADAME, y al último además en su carácter de ALBACEA de la suce-sión a bienes del señor JUAN ISLAS GOMEZ, manifestando que procederán a formular los inventarios y Avalúo respectivos, y los restantes. Ahora bien, con fundamento en el artículo (882) ochocientos ochenta y dos del Código de Procedimientos Civiles en vigor, se hace del conocimiento de los interesados, mediante este edicto que se publicará en el diario "EL POR-VENIR" por dos veces, de (10) diez en (10) diez días.	[1003, 499, 1184, 824]
signature-line: DEL DÉCIMO TERCER DISTRITO JUDICIAL	[620, 1623, 795, 1633]
signature-line: AAGE-680522-269	[1057, 1492, 1130, 1503]
notice-block	[41, 1375, 219, 1908]
notice-block	[619, 640, 796, 848]
signature-line: LIC. CECILIA GUADALUPE	[845, 382, 954, 392]
notice-separator	[1003, 1235, 1184, 1240]
notice-separator	[811, 1392, 989, 1397]
publication-dates: (26, 27 y 28)	[683, 1660, 732, 1670]
notice-heading: EDICTO	[499, 99, 531, 108]
signature-line: LIC. PERLA ALEJANDRA JASSO RAMON	[816, 1571, 984, 1581]
signature-line: COORDINACIÓN DE LA GESTIÓN JUDICIAL	[639, 1578, 776, 1599]
notice-block	[811, 98, 989, 441]
notice-closing-line: Salinas Hidalgo, Nuevo León, al 7 de agosto del día 2024.	[811, 1547, 976, 1568]
signature-line: AAGE-680522-269	[93, 2137, 167, 2147]
notice-separator	[234, 1848, 411, 1854]
notice-body: En fecha del (29) veintinueve del mes de Julio del año (2024) dos mil veinticuatro, se radico en esta Notaria a mi cargo, mediante el Acta Fuera de Protocolo Numero ((100/227,551/2024)) el Juicio Sucesorio Intestamentario Notarial a bienes de la señora JULIETA VEGA NAVA, JULIA VEGA y JULIETA VEGA, habiéndose presenta-do de la misma persona; y JOSÉ DÁVILA DÁVILA DE LA GARZA quien también acostum-braba usar los nombres de JOSÉ DAVILA DE LA GARZA, JOSE ADELMIRO DÁVILA y JOSE DÁVILA tratándose de la misma persona; dando cuenta por los ciudadanos MANUEL DAVILA VEGA, ROSA ISELA DAVILA VEGA, JAIME DAVILA VEGA, JORGE DAVILA VEGA, ISABEL PADILLA MORENO (ahora finada) y AURELIO PADILLA MORENO (ahora finado), habiéndose presentado ante el Suscrito a denunciar dicho Juicio como Único y Universal Heredero al señor JESÚS VEGA NAVA que quienes pretenden aceptar la herencia y el cargo de albacea que recae en su favor; y dando cumplimiento a lo establecido por el Articulo 882 del Código de Procedimientos Civiles vigentes en el Estado.	[811, 1644, 989, 1935]
signature-line: LICENCIADO MANUEL ÁNGEL VILLALÓN SALAZAR	[1009, 404, 1179, 425]
signature-line: VISM-530228-TW2	[1057, 438, 1130, 448]
signature-line: EL CIUDADANO SECRETARIO DEL	[443, 651, 587, 661]
publication-dates: (16 y 26)	[883, 707, 917, 717]
notice-separator	[426, 1800, 604, 1806]
signature-line: NOTARIO PÚBLICO NÚMERO 100	[1025, 427, 1162, 437]
notice-body: Con fecha (06) seis días del mes de Agosto del año (2024) dos mil veinticuatro, se radico en esta Notaria Pública Número (116) ciento dieciséis, a mi cargo, TRAMITACION EN LA VIA EXTRAJU-DICIAL DE LA SUCESION INTESTAMENTARIA a bienes de la señora MARIA DE LOS ANGELES FLORES VILLANUEVA, compareciendo los señores JOSE ALBERTO ALVAREZ FLORES y FATIMA FABIOLA MARTINEZ FLORES, en su carácter de únicos y universales herederos y el primero además en su carácter de ALBACEA, aceptan el cargo que les fue conferido y protes-ta su fiel y legal desempeño, así como que opor-tunamente formulará las Operaciones de Inventario y Avalúo respectivos, y los restantes herederos. Ahora bien, con fundamento en el artículo (882) ochocientos ochenta y dos del Código de Procedimientos Civiles en vigor, se hace del conocimiento de los interesados, mediante este edicto que se publicará en el diario "EL POR-VENIR" por dos veces, de (10) diez en (10) diez días.	[1003, 911, 1184, 1168]
notice-heading: AVISO NOTARIAL	[671, 99, 744, 108]
signature-line: LIC. ARNOLDO FRANCISCO SAENZ GALVAN	[827, 1328, 973, 1349]
notice-closing-line: Monterrey, Nuevo León a 19 de Agosto del año 2024.	[41, 1279, 216, 1300]
notice-signature-block	[811, 658, 989, 703]
notice-block	[619, 1182, 796, 1671]
signature-line: JARP-790918-N53.	[862, 1593, 937, 1603]
notice-body: El día 09 (Nueve) de agosto de 2024 (dos mil veinticuatro), Yo, Licenciado JOSÉ ALEJANDRO TREVIÑO CANO, Notario Público Titular de la Notaría Pública número 98 (noventa y ocho), hago constar que en esta Notaría Pública, se está llevando a cabo el procedimiento Sucesorio Acumulado Notarial Intestamentario a bienes de la señora GLORIA PATRICIA CAVAZOS LUNA, Denunciado por FRANCISCO HERNÁNDEZ CAVAZOS, por lo que se publica el presente aviso conferidos, Lo anterior, de conformidad con el artículo 882 (ochocientos ochenta y dos) del Código de Procedimientos Civiles del Estado. Este Edicto se publicará dos veces de diez en diez días en el Periódico El Porvenir que se edita en la ciudad de Monterrey, Nuevo León.	[811, 466, 989, 656]
notice-heading: EDICTO	[306, 1438, 339, 1448]
publication-dates: (16 y 26)	[1077, 1220, 1111, 1230]
notice-block	[811, 1631, 989, 1996]
notice-closing-line: Apodaca, N.L. a 08 de agosto de 2024.	[426, 2046, 572, 2055]
notice-closing-line: Monterrey, Nuevo León a 07 de Agosto del 2024.	[1003, 1169, 1162, 1190]
notices-columns	[34, 96, 1415, 2479]
notice-heading: EDICTO	[1077, 1243, 1110, 1253]
notice-body: Con fecha 23 (veintitrés) de Febrero de 2024 se inició en esta Notaría Pública a mi cargo, el Procedimiento de Sucesión de Intestado a bienes de la señora GLORIA LETICIA BENAVENTE LÓPEZ también conocida como LETICIA BENA-VANTE DE GUERRERO, habiendo comparecido los señores JESUS ANTONIO GUERRERO BENAVENTE, RAÚL HUMBERTO GUERRERO BENAVENTE, JORGE ANTONIO GUERRERO BENAVENTE, VERONICA GUERRERO BANAVENTE; deduciendo sus derechos heredi-tarios, aceptando la herencia y otorgando el cargo de Albacea a favor de JORGE ANTONIO GUER-RERO BENAVENTE quien lo aceptó y agrega que en su oportunidad procederá a formar el inven-tario de los bienes de la Masa Hereditaria. Se publicará por dos veces de diez en diez días en el Diario "El Porvenir" que se edita y circula en está Entidad, tal como lo dispone el Artículo 882 del Código de Procedimientos Civiles vigente en el Estado.	[811, 111, 989, 357]
signature-line: DE LOS JUZGADOS EN MATERIA FAMILIAR	[639, 1601, 776, 1622]
signature-line: SEGUNDO DE LO CIVIL	[274, 1400, 371, 1410]
notice-closing-line: Monterrey, Nuevo León a 07 de Agosto del 2024.	[1003, 825, 1162, 847]
notice-separator	[811, 446, 989, 451]
signature-line: LIC. FRANCISCO GONZÁLEZ TREVIÑO	[628, 1866, 787, 1876]
notice-closing-line: Monterrey, N.L. a 30 de Julio del 2024.	[811, 1936, 954, 1946]
notice-separator	[811, 722, 989, 728]
notice-heading: AVISO NOTARIAL	[671, 1683, 744, 1693]
notice-separator	[1003, 479, 1184, 485]
notice-signature-block	[811, 382, 989, 426]
publication-dates: (16 y 26)	[1077, 464, 1111, 474]
notice-body: A LAS C.C. GLORIA ESTHER CÁRDENAS SOTO Y MARÍA CONCEPCIÓN CÁRDENAS SOTO.	[426, 111, 604, 143]
publication-dates: (16 y 26)	[690, 837, 724, 848]
notice-separator	[811, 2001, 989, 2007]
notice-closing-line: Monterrey, Nuevo León a 08 ocho de mayo del 2024 dos mil veinticuatro	[1003, 1435, 1177, 1456]
notice-block	[426, 1808, 604, 2117]
signature-line: LIC. JORGE ALBERTO TREVIÑO LEAL	[1015, 1193, 1172, 1203]
notice-signature-block	[41, 1302, 219, 1347]
notice-separator	[1003, 1523, 1184, 1528]
signature-line: NOTARIO PÚBLICO TITULAR DE LA	[827, 669, 973, 679]
signature-line: SEPTIMO DISTRITO.	[1052, 449, 1136, 459]
publication-dates: (16 y 26)	[498, 2106, 532, 2116]
publication-dates: (26, 27 y 28)	[298, 790, 347, 800]
notice-closing-line: Monterrey, N.L. a 30 de Julio del 2024.	[1003, 392, 1147, 401]
notice-block	[1003, 98, 1184, 474]
notice-separator	[234, 1430, 411, 1436]
